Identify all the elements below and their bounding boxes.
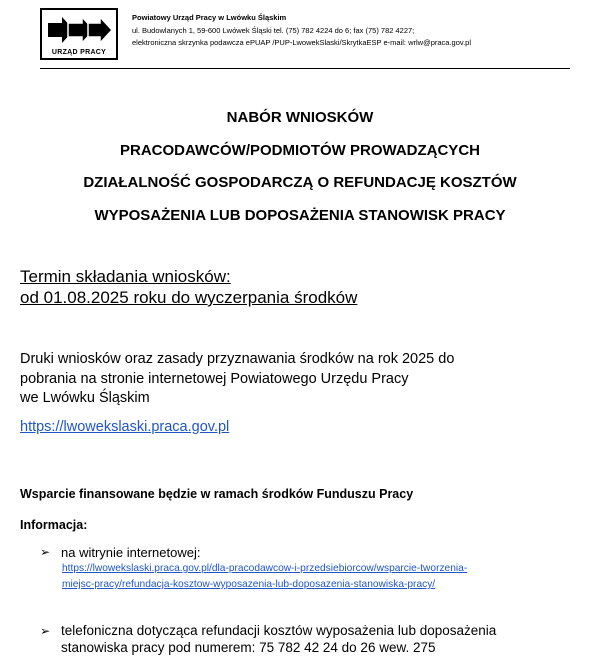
- title-line-1: NABÓR WNIOSKÓW: [226, 109, 374, 126]
- forms-line-3: we Lwówku Śląskim: [20, 390, 150, 406]
- refund-link-line-1: https://lwowekslaski.praca.gov.pl/dla-pracodawcow-i-przedsiebiorcow/wsparcie-tworzenia-: [62, 563, 468, 574]
- title-line-2: PRACODAWCÓW/PODMIOTÓW PROWADZĄCYCH: [120, 141, 480, 159]
- org-name: Powiatowy Urząd Pracy w Lwówku Śląskim: [132, 13, 287, 22]
- deadline-label: Termin składania wniosków:: [20, 267, 231, 286]
- phone-info-line-1: telefoniczna dotycząca refundacji kosztów wyposażenia lub doposażenia: [61, 623, 497, 638]
- phone-info-line-2: stanowiska pracy pod numerem: 75 782 42 24 do 26 wew. 275: [61, 640, 436, 655]
- title-line-4: WYPOSAŻENIA LUB DOPOSAŻENIA STANOWISK PRACY: [94, 206, 506, 224]
- forms-line-2: pobrania na stronie internetowej Powiatowego Urzędu Pracy: [20, 370, 409, 387]
- info-heading: Informacja:: [20, 518, 88, 532]
- forms-paragraph: [20, 350, 454, 409]
- website-link[interactable]: https://lwowekslaski.praca.gov.pl: [20, 419, 230, 435]
- forms-line-1: Druki wniosków oraz zasady przyznawania środków na rok 2025 do: [20, 351, 455, 367]
- letterhead-text: [132, 12, 471, 50]
- deadline-dates: od 01.08.2025 roku do wyczerpania środków: [20, 288, 358, 307]
- website-item-label: na witrynie internetowej:: [61, 545, 201, 560]
- arrows-logo-icon: [46, 13, 114, 47]
- contact-line: elektroniczna skrzynka podawcza ePUAP /PUP-LwowekSlaski/SkrytkaESP e-mail: wrlw@praca.gov.pl: [132, 38, 471, 47]
- address-line: ul. Budowlanych 1, 59-600 Lwówek Śląski tel. (75) 782 4224 do 6; fax (75) 782 4227;: [132, 25, 415, 35]
- header-divider: [40, 68, 570, 69]
- letterhead: [40, 8, 570, 68]
- arrow-bullet-icon: ➢: [40, 624, 51, 638]
- refund-page-link[interactable]: [62, 561, 467, 593]
- logo-label: URZĄD PRACY: [51, 49, 107, 56]
- refund-link-line-2: miejsc-pracy/refundacja-kosztow-wyposazenia-lub-doposazenia-stanowiska-pracy/: [62, 579, 436, 590]
- title-line-3: DZIAŁALNOŚĆ GOSPODARCZĄ O REFUNDACJĘ KOSZTÓW: [83, 174, 517, 191]
- phone-info-item: [61, 622, 496, 656]
- urzad-pracy-logo: [40, 8, 118, 60]
- deadline-section: [20, 266, 357, 308]
- arrow-bullet-icon: ➢: [40, 545, 51, 559]
- funding-note: Wsparcie finansowane będzie w ramach środków Funduszu Pracy: [20, 487, 414, 501]
- page-title: [0, 102, 600, 232]
